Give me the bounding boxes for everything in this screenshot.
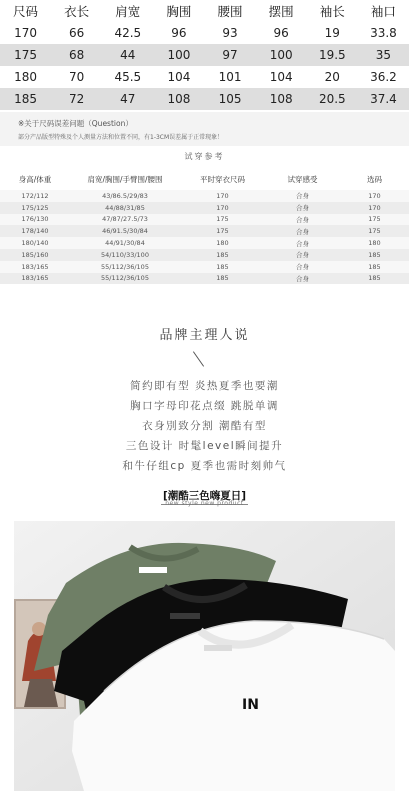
tryon-cell: 175 xyxy=(216,227,229,236)
size-note-text: 部分产品版型特殊及个人测量方法和位置不同，有1-3CM误差属于正常现象！ xyxy=(18,134,224,141)
tryon-cell: 175/125 xyxy=(21,203,49,212)
size-row xyxy=(0,66,409,88)
tryon-cell: 176/130 xyxy=(21,215,49,224)
brand-title: 品牌主理人说 xyxy=(159,328,250,343)
tryon-cell: 合身 xyxy=(296,239,309,248)
tryon-cell: 178/140 xyxy=(21,227,49,236)
tryon-cell: 170 xyxy=(368,203,381,212)
brand-line: 三色设计 时髦level瞬间提升 xyxy=(125,440,284,452)
tryon-row xyxy=(0,261,409,273)
tryon-cell: 合身 xyxy=(296,274,309,283)
tryon-cell: 180/140 xyxy=(21,239,49,248)
size-cell: 47 xyxy=(120,92,136,106)
tryon-cell: 175 xyxy=(216,215,229,224)
tryon-cell: 合身 xyxy=(296,204,309,213)
size-cell: 175 xyxy=(14,48,38,62)
size-row xyxy=(0,88,409,110)
size-cell: 45.5 xyxy=(114,70,142,84)
tryon-cell: 55/112/36/105 xyxy=(101,274,149,283)
tryon-cell: 44/91/30/84 xyxy=(105,239,145,248)
size-header-cell: 胸围 xyxy=(166,4,192,19)
tryon-cell: 合身 xyxy=(296,251,309,260)
white-tshirt-label xyxy=(204,645,232,651)
size-header-cell: 袖长 xyxy=(319,4,345,19)
size-cell: 36.2 xyxy=(370,70,397,84)
size-cell: 19.5 xyxy=(318,48,346,62)
tryon-cell: 172/112 xyxy=(21,191,49,200)
tryon-cell: 180 xyxy=(368,239,381,248)
tryon-cell: 175 xyxy=(368,227,381,236)
size-cell: 101 xyxy=(218,70,242,84)
brand-line: 和牛仔组cp 夏季也需时刻帅气 xyxy=(122,460,287,472)
size-cell: 93 xyxy=(222,26,238,40)
size-cell: 37.4 xyxy=(370,92,397,106)
size-cell: 104 xyxy=(269,70,293,84)
tryon-cell: 185 xyxy=(368,274,381,283)
size-header-cell: 摆围 xyxy=(268,4,294,19)
size-cell: 33.8 xyxy=(370,26,397,40)
tryon-cell: 54/110/33/100 xyxy=(101,250,149,259)
size-cell: 70 xyxy=(69,70,85,84)
tryon-row xyxy=(0,249,409,261)
tryon-cell: 185 xyxy=(368,262,381,271)
size-cell: 170 xyxy=(14,26,38,40)
tryon-title: 试穿参考 xyxy=(0,146,409,168)
brand-line: 衣身別致分割 潮酷有型 xyxy=(142,420,267,432)
tryon-header xyxy=(0,168,409,190)
size-cell: 105 xyxy=(218,92,242,106)
tryon-cell: 183/165 xyxy=(21,262,49,271)
tryon-cell: 43/86.5/29/83 xyxy=(102,191,148,200)
size-cell: 96 xyxy=(273,26,289,40)
tryon-cell: 180 xyxy=(216,239,229,248)
tryon-cell: 185 xyxy=(216,274,229,283)
size-cell: 185 xyxy=(14,92,38,106)
tryon-cell: 47/87/27.5/73 xyxy=(102,215,148,224)
size-note-title: ※关于尺码误差问题（Question） xyxy=(18,119,133,128)
size-cell: 42.5 xyxy=(114,26,142,40)
tryon-cell: 合身 xyxy=(296,192,309,201)
tryon-cell: 合身 xyxy=(296,227,309,236)
tryon-header-cell: 试穿感受 xyxy=(287,174,318,184)
size-cell: 20 xyxy=(324,70,340,84)
size-cell: 180 xyxy=(14,70,38,84)
size-cell: 66 xyxy=(69,26,85,40)
size-header-cell: 衣长 xyxy=(64,4,90,19)
tshirts-illustration xyxy=(14,521,395,791)
tryon-cell: 185 xyxy=(216,262,229,271)
size-cell: 72 xyxy=(69,92,85,106)
size-cell: 19 xyxy=(324,26,340,40)
size-cell: 44 xyxy=(120,48,136,62)
size-cell: 35 xyxy=(375,48,392,62)
size-cell: 108 xyxy=(167,92,191,106)
tryon-row xyxy=(0,214,409,226)
tryon-cell: 170 xyxy=(216,191,229,200)
tryon-cell: 183/165 xyxy=(21,274,49,283)
tryon-row xyxy=(0,273,409,285)
tryon-cell: 185/160 xyxy=(21,250,49,259)
decorative-slash xyxy=(193,351,204,366)
brand-line: 胸口字母印花点缀 跳脱单调 xyxy=(130,400,279,412)
size-cell: 96 xyxy=(171,26,187,40)
size-cell: 100 xyxy=(167,48,191,62)
size-cell: 104 xyxy=(167,70,191,84)
tryon-cell: 185 xyxy=(368,250,381,259)
size-cell: 20.5 xyxy=(318,92,346,106)
size-cell: 100 xyxy=(269,48,293,62)
tryon-cell: 170 xyxy=(216,203,229,212)
tryon-row xyxy=(0,190,409,202)
tryon-header-cell: 选码 xyxy=(367,174,382,184)
size-note-box xyxy=(0,112,409,146)
tryon-cell: 55/112/36/105 xyxy=(101,262,149,271)
tryon-cell: 合身 xyxy=(296,263,309,272)
product-tag-subtitle: new style new product xyxy=(165,500,244,507)
size-cell: 97 xyxy=(222,48,238,62)
size-cell: 108 xyxy=(269,92,293,106)
size-table xyxy=(0,0,409,110)
size-cell: 68 xyxy=(69,48,85,62)
tryon-header-cell: 身高/体重 xyxy=(18,174,52,184)
tryon-header-cell: 平时穿衣尺码 xyxy=(200,174,245,184)
tryon-row xyxy=(0,237,409,249)
size-row xyxy=(0,22,409,44)
size-header-cell: 腰围 xyxy=(217,4,243,19)
tryon-cell: 170 xyxy=(368,191,381,200)
size-row xyxy=(0,44,409,66)
product-photo xyxy=(14,521,395,791)
tryon-row xyxy=(0,225,409,237)
black-tshirt-label xyxy=(170,613,200,619)
size-header-cell: 尺码 xyxy=(13,4,39,19)
brand-line: 简约即有型 炎热夏季也要潮 xyxy=(130,380,279,392)
green-tshirt-label xyxy=(139,567,167,573)
size-header-cell: 肩宽 xyxy=(115,4,141,19)
tryon-header-cell: 肩宽/胸围/手臂围/腰围 xyxy=(87,174,163,184)
tryon-cell: 185 xyxy=(216,250,229,259)
tryon-table xyxy=(0,146,409,284)
product-tag-text: [潮酷三色嗨夏日] xyxy=(161,488,248,505)
tryon-cell: 合身 xyxy=(296,215,309,224)
chest-print-in: IN xyxy=(242,697,259,713)
tryon-cell: 175 xyxy=(368,215,381,224)
tryon-cell: 44/88/31/85 xyxy=(105,203,145,212)
size-table-header xyxy=(0,0,409,22)
tryon-row xyxy=(0,202,409,214)
tryon-cell: 46/91.5/30/84 xyxy=(102,227,148,236)
size-header-cell: 袖口 xyxy=(370,4,396,19)
